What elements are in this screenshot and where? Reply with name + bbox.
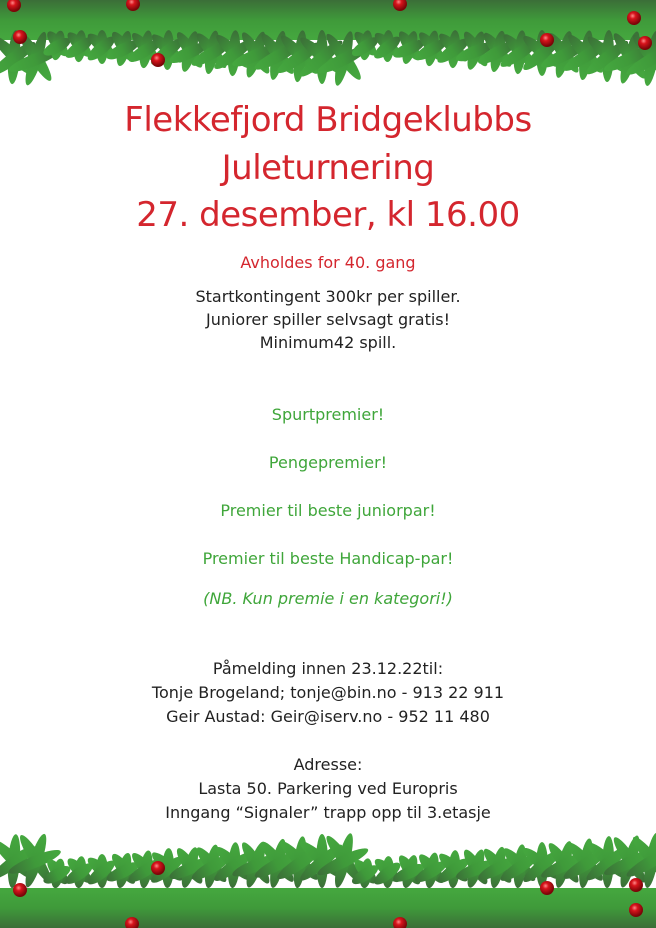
- ornament-ball-icon: [151, 861, 165, 875]
- prize-money: Pengepremier!: [268, 453, 388, 472]
- ornament-ball-icon: [629, 878, 643, 892]
- info-entry-fee: Startkontingent 300kr per spiller.: [195, 287, 461, 306]
- registration-deadline: Påmelding innen 23.12.22til:: [212, 659, 444, 678]
- title-date-time: 27. desember, kl 16.00: [136, 195, 520, 235]
- ornament-ball-icon: [629, 903, 643, 917]
- prize-junior-pair: Premier til beste juniorpar!: [220, 501, 436, 520]
- christmas-garland-bottom-decoration: [0, 830, 656, 928]
- prize-note: (NB. Kun premie i en kategori!): [203, 589, 453, 608]
- info-minimum-boards: Minimum42 spill.: [259, 333, 397, 352]
- title-club-name: Flekkefjord Bridgeklubbs: [124, 100, 532, 140]
- ornament-ball-icon: [540, 881, 554, 895]
- info-juniors-free: Juniorer spiller selvsagt gratis!: [205, 310, 451, 329]
- address-street: Lasta 50. Parkering ved Europris: [198, 779, 458, 798]
- prize-sprint: Spurtpremier!: [271, 405, 385, 424]
- ornament-ball-icon: [540, 33, 554, 47]
- address-entrance: Inngang “Signaler” trapp opp til 3.etasje: [165, 803, 491, 822]
- subtitle-anniversary: Avholdes for 40. gang: [240, 253, 416, 272]
- ornament-ball-icon: [13, 30, 27, 44]
- prize-handicap-pair: Premier til beste Handicap-par!: [202, 549, 454, 568]
- registration-contact-geir: Geir Austad: Geir@iserv.no - 952 11 480: [166, 707, 490, 726]
- registration-contact-tonje: Tonje Brogeland; tonje@bin.no - 913 22 911: [151, 683, 505, 702]
- ornament-ball-icon: [151, 53, 165, 67]
- ornament-ball-icon: [13, 883, 27, 897]
- christmas-garland-top-decoration: [0, 0, 656, 90]
- address-heading: Adresse:: [293, 755, 363, 774]
- ornament-ball-icon: [627, 11, 641, 25]
- title-event-name: Juleturnering: [221, 148, 435, 188]
- ornament-ball-icon: [638, 36, 652, 50]
